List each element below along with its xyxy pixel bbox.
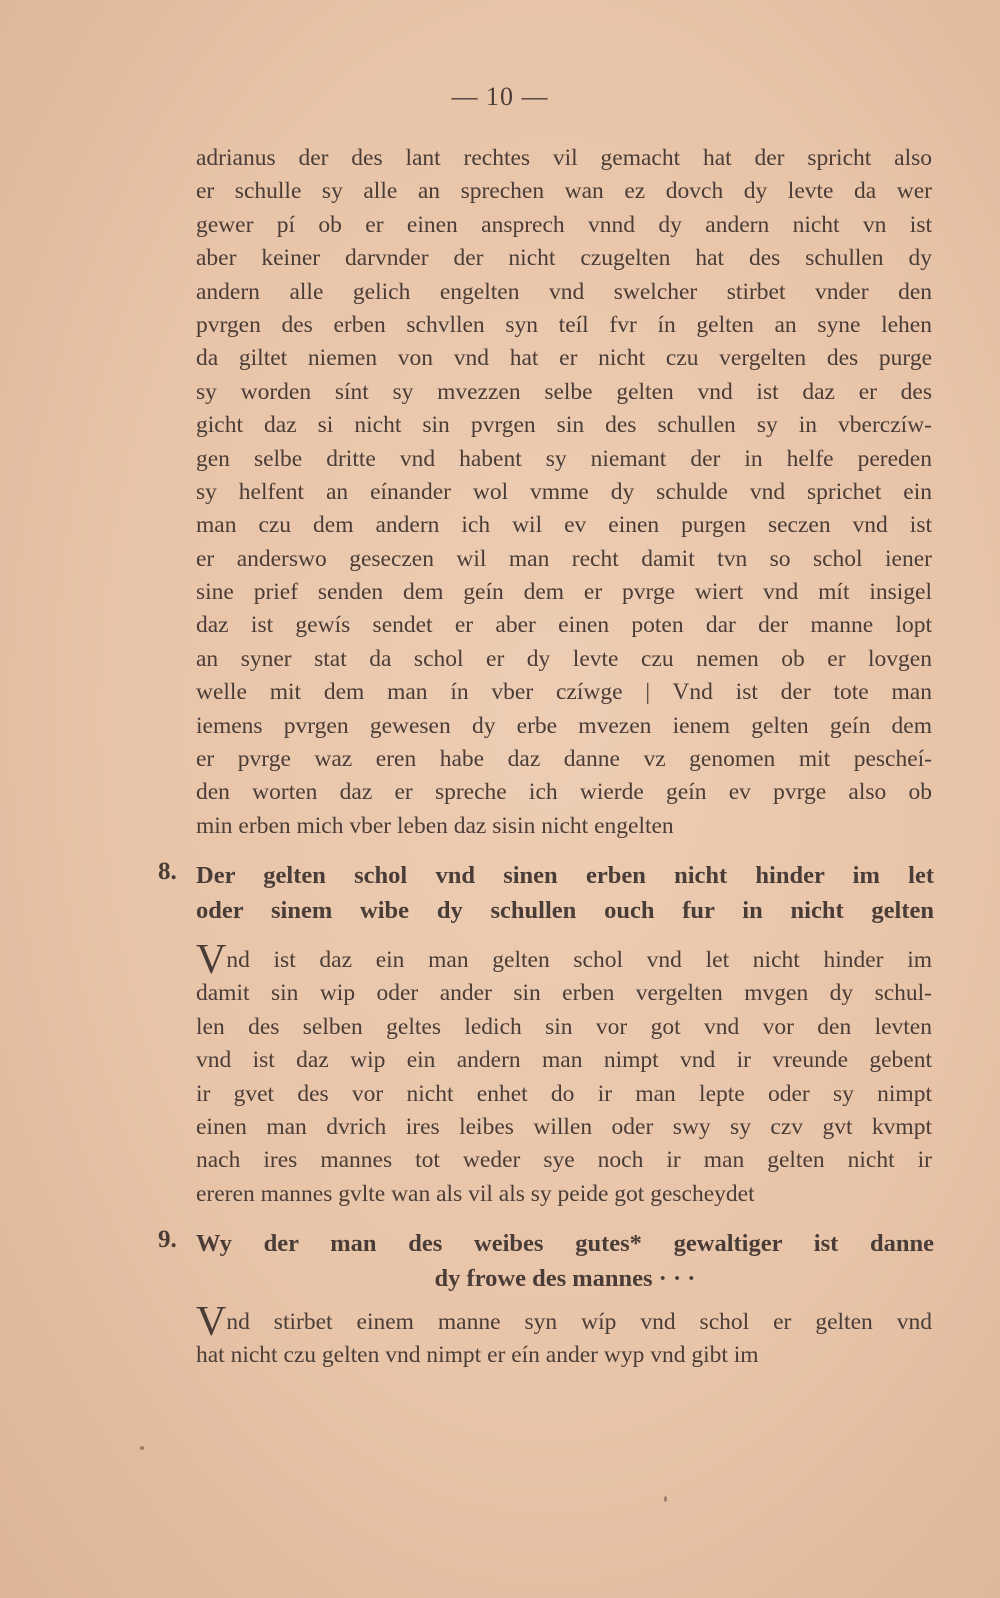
text-line <box>196 944 932 977</box>
text-line: len des selben geltes ledich sin vor got vnd vor den levten <box>196 1013 932 1040</box>
text-line: adrianus der des lant rechtes vil gemacht hat der spricht also <box>196 145 932 171</box>
text-line: an syner stat da schol er dy levte czu nemen ob er lovgen <box>196 645 932 672</box>
text-line: min erben mich vber leben daz sisin nicht engelten <box>196 812 674 839</box>
text-line: da giltet niemen von vnd hat er nicht czu vergelten des purge <box>196 345 932 372</box>
text-line: gewer pí ob er einen ansprech vnnd dy andern nicht vn ist <box>196 211 932 238</box>
text-line: er pvrge waz eren habe daz danne vz genomen mit pescheí- <box>196 746 932 773</box>
text-line: aber keiner darvnder der nicht czugelten hat des schullen dy <box>196 245 932 272</box>
text-line: sy worden sínt sy mvezzen selbe gelten vnd ist daz er des <box>196 378 932 405</box>
ink-spot <box>140 1446 144 1450</box>
section-8-heading <box>158 858 934 928</box>
text-line: welle mit dem man ín vber czíwge | Vnd ist der tote man <box>196 679 932 706</box>
initial-letter: V <box>196 1306 227 1340</box>
text-line: daz ist gewís sendet er aber einen poten dar der manne lopt <box>196 612 932 639</box>
section-9-heading <box>158 1226 934 1296</box>
initial-letter: V <box>196 944 227 978</box>
text-line: er anderswo geseczen wil man recht damit tvn so schol iener <box>196 545 932 572</box>
text-line: ir gvet des vor nicht enhet do ir man lepte oder sy nimpt <box>196 1080 932 1107</box>
text-line: damit sin wip oder ander sin erben vergelten mvgen dy schul- <box>196 980 932 1007</box>
text-line: sine prief senden dem geín dem er pvrge wiert vnd mít insigel <box>196 579 932 606</box>
text-line: vnd ist daz wip ein andern man nimpt vnd ir vreunde gebent <box>196 1047 932 1074</box>
section-9-number: 9. <box>158 1226 177 1253</box>
section-8-number: 8. <box>158 858 177 885</box>
section-8-body <box>196 944 932 1211</box>
text-line <box>196 1306 932 1339</box>
section-9-body <box>196 1306 932 1373</box>
text-line: andern alle gelich engelten vnd swelcher stirbet vnder den <box>196 278 932 305</box>
text-line: iemens pvrgen gewesen dy erbe mvezen ienem gelten geín dem <box>196 712 932 739</box>
page-number: — 10 — <box>451 82 549 111</box>
text-line: hat nicht czu gelten vnd nimpt er eín ander wyp vnd gibt im <box>196 1342 759 1369</box>
text-line: gicht daz si nicht sin pvrgen sin des schullen sy in vberczíw- <box>196 412 932 439</box>
text-line: er schulle sy alle an sprechen wan ez dovch dy levte da wer <box>196 178 932 205</box>
text-line: ereren mannes gvlte wan als vil als sy peide got gescheydet <box>196 1180 755 1207</box>
text-line-rest: nd ist daz ein man gelten schol vnd let nicht hinder im <box>226 947 932 973</box>
text-line: man czu dem andern ich wil ev einen purgen seczen vnd ist <box>196 512 932 539</box>
section-9-heading-line: dy frowe des mannes · · · <box>434 1265 696 1292</box>
section-8-heading-line: oder sinem wibe dy schullen ouch fur in nicht gelten <box>196 897 934 924</box>
text-line-rest: nd stirbet einem manne syn wíp vnd schol er gelten vnd <box>226 1309 932 1335</box>
ink-spot <box>664 1496 667 1502</box>
paragraph-continued <box>196 142 932 843</box>
text-line: sy helfent an eínander wol vmme dy schulde vnd sprichet ein <box>196 478 932 505</box>
text-line: einen man dvrich ires leibes willen oder swy sy czv gvt kvmpt <box>196 1113 932 1140</box>
section-9-heading-line: Wy der man des weibes gutes* gewaltiger ist danne <box>196 1230 934 1257</box>
text-line: nach ires mannes tot weder sye noch ir man gelten nicht ir <box>196 1147 932 1174</box>
section-8-heading-line: Der gelten schol vnd sinen erben nicht hinder im let <box>196 862 934 889</box>
text-line: den worten daz er spreche ich wierde geín ev pvrge also ob <box>196 779 932 806</box>
text-line: pvrgen des erben schvllen syn teíl fvr ín gelten an syne lehen <box>196 311 932 338</box>
text-line: gen selbe dritte vnd habent sy niemant der in helfe pereden <box>196 445 932 472</box>
